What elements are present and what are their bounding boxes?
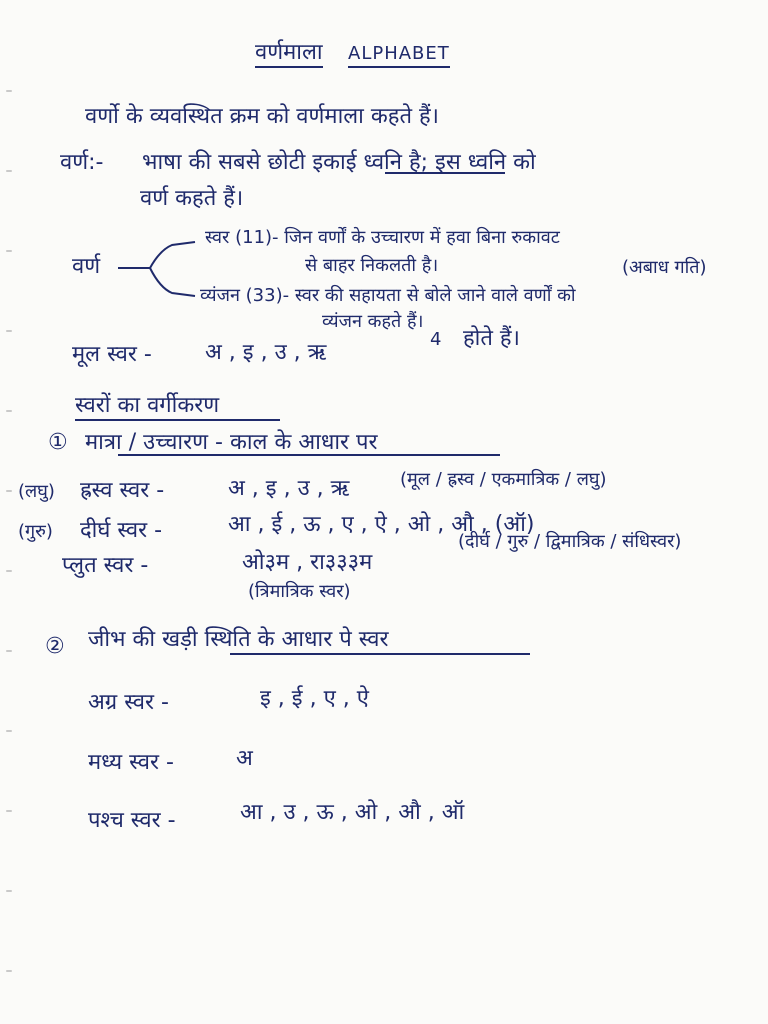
classification-heading: स्वरों का वर्गीकरण xyxy=(75,393,220,418)
agra-values: इ , ई , ए , ऐ xyxy=(260,686,369,711)
pashch-values: आ , उ , ऊ , ओ , औ , ऑ xyxy=(240,800,465,825)
varna-def-line1: भाषा की सबसे छोटी इकाई ध्वनि है; इस ध्वनि को xyxy=(142,150,536,175)
agra-label: अग्र स्वर - xyxy=(88,690,169,715)
vyanjan-line1: व्यंजन (33)- स्वर की सहायता से बोले जाने वाले वर्णों को xyxy=(200,285,576,306)
deergh-tag: (गुरु) xyxy=(18,521,53,542)
section1-title: मात्रा / उच्चारण - काल के आधार पर xyxy=(85,430,378,455)
mool-swar-label: मूल स्वर - xyxy=(72,342,152,367)
varna-root: वर्ण xyxy=(72,254,101,279)
varna-lead: वर्ण:- xyxy=(60,150,104,175)
plut-values: ओ३म , रा३३३म xyxy=(242,550,373,575)
pashch-label: पश्च स्वर - xyxy=(88,808,176,833)
section1-number: ① xyxy=(48,430,68,455)
madhya-label: मध्य स्वर - xyxy=(88,750,174,775)
plut-note: (त्रिमात्रिक स्वर) xyxy=(248,581,351,602)
varna-def-line2: वर्ण कहते हैं। xyxy=(140,186,244,211)
title-hindi: वर्णमाला xyxy=(255,40,323,68)
mool-swar-values: अ , इ , उ , ऋ xyxy=(205,340,327,365)
deergh-label: दीर्घ स्वर - xyxy=(80,518,163,543)
vyanjan-line2: व्यंजन कहते हैं। xyxy=(322,311,424,332)
hrasva-tag: (लघु) xyxy=(18,481,55,502)
definition-line: वर्णो के व्यवस्थित क्रम को वर्णमाला कहते हैं। xyxy=(85,104,440,129)
hrasva-note: (मूल / ह्रस्व / एकमात्रिक / लघु) xyxy=(400,469,607,490)
swar-line2: से बाहर निकलती है। xyxy=(305,255,439,276)
deergh-values: आ , ई , ऊ , ए , ऐ , ओ , औ , (ऑ) xyxy=(228,512,535,537)
title-english: ALPHABET xyxy=(348,44,450,68)
hrasva-values: अ , इ , उ , ऋ xyxy=(228,476,350,501)
vyanjan-tail: होते हैं। xyxy=(463,326,520,351)
hrasva-label: ह्रस्व स्वर - xyxy=(80,478,165,503)
section2-number: ② xyxy=(45,634,65,659)
swar-line1: स्वर (11)- जिन वर्णों के उच्चारण में हवा बिना रुकावट xyxy=(205,227,560,248)
section2-title: जीभ की खड़ी स्थिति के आधार पे स्वर xyxy=(88,627,389,652)
madhya-values: अ xyxy=(236,746,253,771)
swar-note: (अबाध गति) xyxy=(622,257,707,278)
plut-label: प्लुत स्वर - xyxy=(62,553,149,578)
deergh-note: (दीर्घ / गुरु / द्विमात्रिक / संधिस्वर) xyxy=(458,531,682,552)
vyanjan-insert: 4 xyxy=(430,329,442,350)
